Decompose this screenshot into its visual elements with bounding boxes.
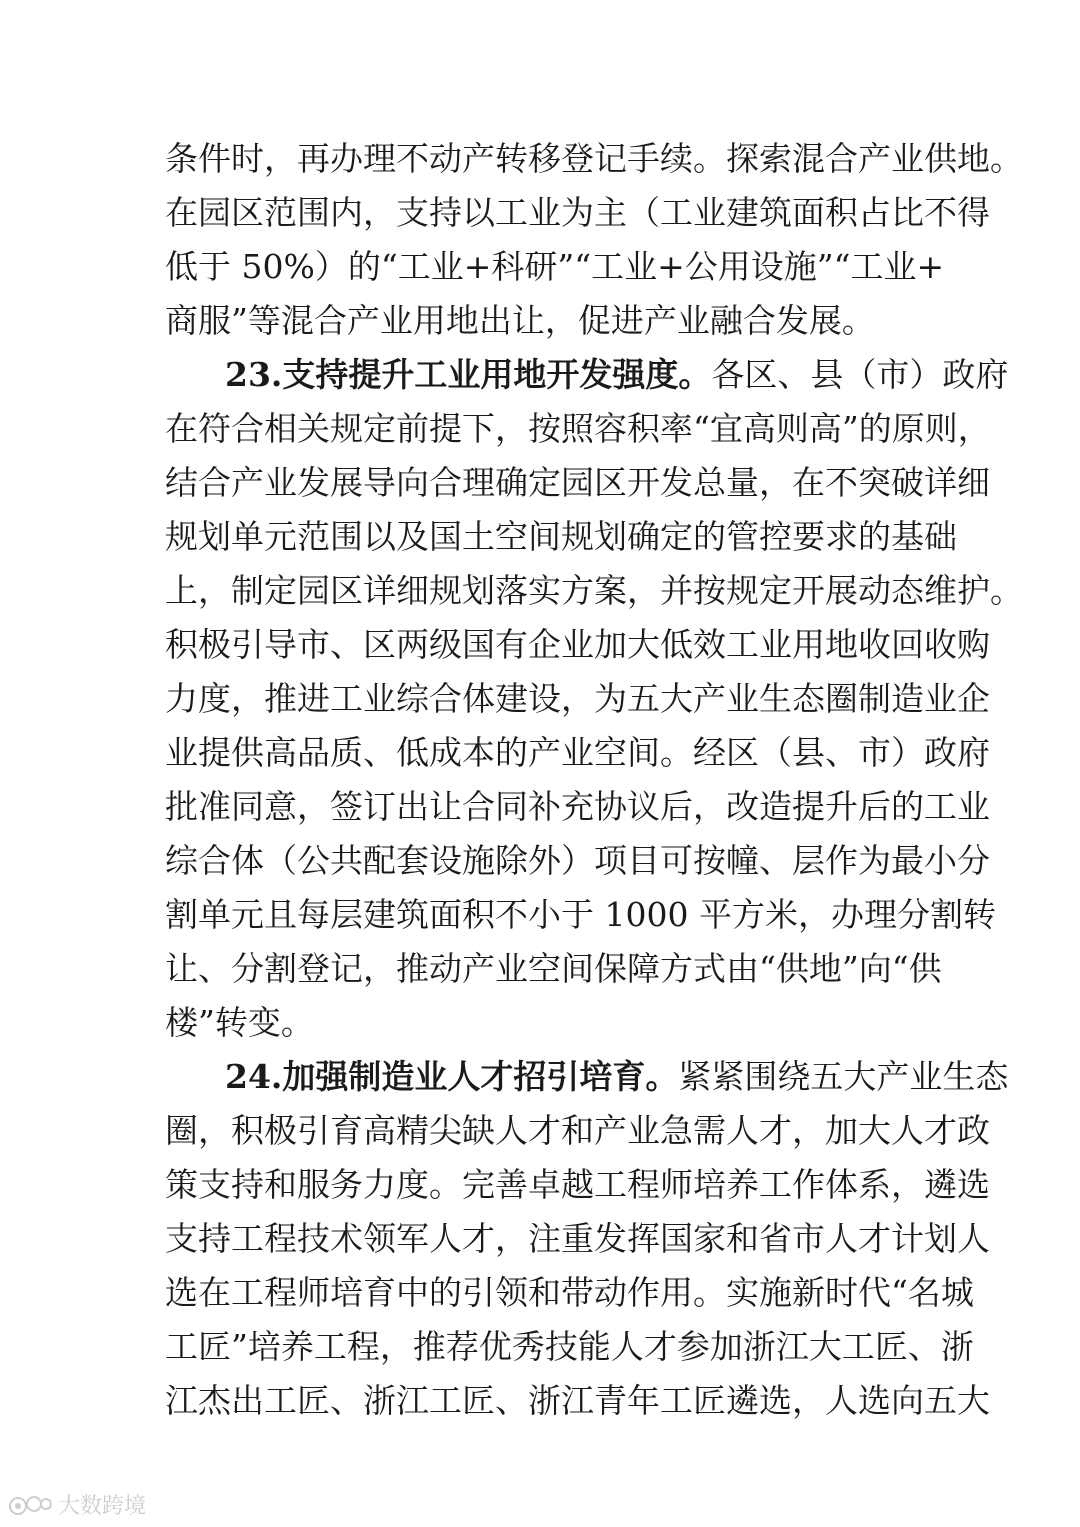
document-body xyxy=(165,132,1023,1428)
text-line xyxy=(165,240,945,294)
text-line xyxy=(165,1320,974,1374)
line-text: 业提供高品质、低成本的产业空间。经区（县、市）政府 xyxy=(165,733,990,772)
text-line xyxy=(165,564,1023,618)
line-text: 规划单元范围以及国土空间规划确定的管控要求的基础 xyxy=(165,517,957,556)
text-line xyxy=(165,402,991,456)
text-line xyxy=(165,348,1009,402)
text-line xyxy=(165,726,990,780)
line-text: 选在工程师培育中的引领和带动作用。实施新时代“名城 xyxy=(165,1273,974,1312)
text-line xyxy=(165,996,915,1050)
text-line xyxy=(165,1374,990,1428)
text-line xyxy=(165,1104,990,1158)
watermark xyxy=(8,1487,146,1521)
text-line xyxy=(165,888,996,942)
line-text: 紧紧围绕五大产业生态 xyxy=(678,1057,1009,1096)
text-line xyxy=(165,294,915,348)
text-line xyxy=(165,1266,974,1320)
line-text: 工匠”培养工程，推荐优秀技能人才参加浙江大工匠、浙 xyxy=(165,1327,974,1366)
line-text: 各区、县（市）政府 xyxy=(711,355,1009,394)
line-text: 圈，积极引育高精尖缺人才和产业急需人才，加大人才政 xyxy=(165,1111,990,1150)
line-text: 楼”转变。 xyxy=(165,1003,314,1042)
text-line xyxy=(165,510,957,564)
text-line xyxy=(165,780,990,834)
section-heading: 24.加强制造业人才招引培育。 xyxy=(225,1057,679,1096)
text-line xyxy=(165,672,990,726)
line-text: 低于 50%）的“工业+科研”“工业+公用设施”“工业+ xyxy=(165,247,945,286)
text-line xyxy=(165,618,990,672)
line-text: 上，制定园区详细规划落实方案，并按规定开展动态维护。 xyxy=(165,571,1023,610)
line-text: 江杰出工匠、浙江工匠、浙江青年工匠遴选，人选向五大 xyxy=(165,1381,990,1420)
line-text: 让、分割登记，推动产业空间保障方式由“供地”向“供 xyxy=(165,949,942,988)
line-text: 割单元且每层建筑面积不小于 1000 平方米，办理分割转 xyxy=(165,895,996,934)
text-line xyxy=(165,132,1023,186)
text-line xyxy=(165,1212,990,1266)
line-text: 在园区范围内，支持以工业为主（工业建筑面积占比不得 xyxy=(165,193,990,232)
text-line xyxy=(165,834,990,888)
text-line xyxy=(165,942,942,996)
text-line xyxy=(165,186,990,240)
line-text: 在符合相关规定前提下，按照容积率“宜高则高”的原则， xyxy=(165,409,991,448)
text-line xyxy=(165,1158,990,1212)
line-text: 条件时，再办理不动产转移登记手续。探索混合产业供地。 xyxy=(165,139,1023,178)
line-text: 积极引导市、区两级国有企业加大低效工业用地收回收购 xyxy=(165,625,990,664)
watermark-text: 大数跨境 xyxy=(58,1493,147,1519)
line-text: 批准同意，签订出让合同补充协议后，改造提升后的工业 xyxy=(165,787,990,826)
line-text: 力度，推进工业综合体建设，为五大产业生态圈制造业企 xyxy=(165,679,990,718)
text-line xyxy=(165,1050,1009,1104)
line-text: 结合产业发展导向合理确定园区开发总量，在不突破详细 xyxy=(165,463,990,502)
text-line xyxy=(165,456,990,510)
line-text: 商服”等混合产业用地出让，促进产业融合发展。 xyxy=(165,301,875,340)
weibo-like-logo-icon xyxy=(8,1492,52,1516)
line-text: 综合体（公共配套设施除外）项目可按幢、层作为最小分 xyxy=(165,841,990,880)
line-text: 策支持和服务力度。完善卓越工程师培养工作体系，遴选 xyxy=(165,1165,990,1204)
section-heading: 23.支持提升工业用地开发强度。 xyxy=(225,355,712,394)
line-text: 支持工程技术领军人才，注重发挥国家和省市人才计划人 xyxy=(165,1219,990,1258)
